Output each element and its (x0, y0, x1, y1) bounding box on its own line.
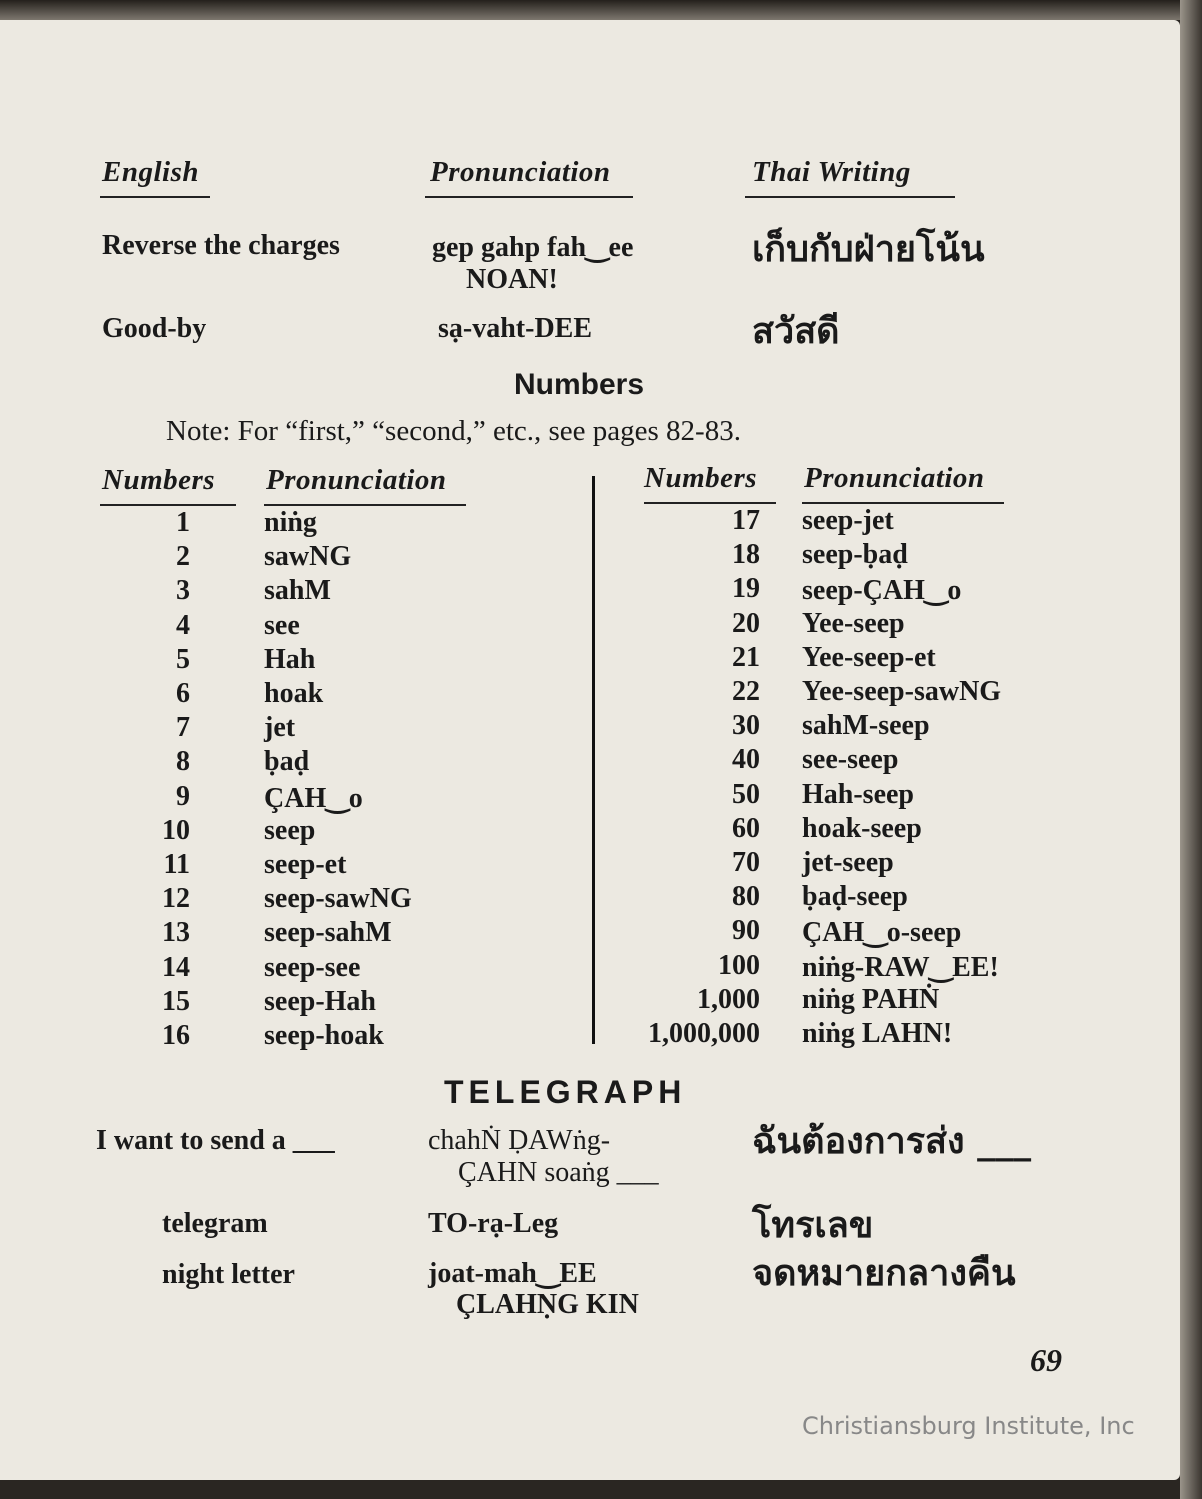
phrase-english: Good-by (102, 313, 207, 344)
number-pronunciation: sahM-seep (802, 710, 930, 742)
telegraph-thai: โทรเลข (752, 1205, 874, 1246)
left-header-pron-underline (264, 504, 466, 506)
column-divider (592, 476, 595, 1044)
number-pronunciation: sahM (264, 575, 331, 607)
number-pronunciation: niṅg PAHṄ (802, 983, 940, 1015)
number-value: 9 (176, 780, 190, 812)
telegraph-pronunciation-cont: ÇAHN soaṅg ___ (458, 1157, 659, 1188)
phrase-pronunciation-cont: NOAN! (466, 264, 558, 295)
number-value: 22 (732, 676, 760, 707)
number-pronunciation: Hah (264, 643, 316, 675)
header-english-underline (100, 196, 210, 198)
number-pronunciation: seep-Hah (264, 985, 376, 1017)
number-value: 1,000,000 (648, 1018, 760, 1049)
phrase-pronunciation: gep gahp fah‿ee (432, 232, 634, 263)
right-header-pron-underline (802, 502, 1004, 504)
telegraph-thai: ฉันต้องการส่ง ___ (752, 1121, 1032, 1162)
number-pronunciation: hoak (264, 678, 324, 709)
number-value: 21 (732, 641, 760, 673)
number-value: 16 (162, 1020, 190, 1051)
number-value: 5 (176, 643, 190, 675)
header-english: English (102, 156, 199, 188)
header-thai: Thai Writing (752, 156, 911, 188)
number-value: 10 (162, 814, 190, 846)
number-pronunciation: jet-seep (802, 847, 894, 878)
number-pronunciation: seep-sawNG (264, 883, 412, 915)
phrase-pronunciation: sạ-vaht-DEE (438, 313, 593, 344)
number-value: 50 (732, 778, 760, 810)
number-value: 2 (176, 541, 190, 573)
number-value: 1 (176, 507, 190, 538)
number-pronunciation: niṅg-RAW‿EE! (802, 951, 999, 983)
number-value: 6 (176, 678, 190, 709)
header-thai-underline (745, 196, 955, 198)
telegraph-pronunciation: TO-rạ-Leg (428, 1208, 559, 1239)
number-value: 80 (732, 881, 760, 913)
number-value: 4 (176, 609, 190, 641)
number-pronunciation: see (264, 609, 300, 641)
left-header-numbers-underline (100, 504, 236, 506)
number-pronunciation: sawNG (264, 541, 352, 573)
telegraph-english: I want to send a ___ (96, 1125, 335, 1156)
number-pronunciation: Yee-seep-sawNG (802, 676, 1002, 707)
number-pronunciation: ÇAH‿o-seep (802, 917, 962, 949)
telegraph-pronunciation: joat-mah‿EE (428, 1258, 597, 1289)
telegraph-english: telegram (162, 1208, 268, 1239)
left-header-pron: Pronunciation (266, 464, 447, 496)
number-pronunciation: see-seep (802, 744, 899, 776)
right-header-numbers: Numbers (644, 462, 758, 494)
right-header-pron: Pronunciation (804, 462, 985, 494)
right-header-numbers-underline (644, 502, 776, 504)
number-pronunciation: seep-see (264, 951, 361, 983)
number-value: 100 (718, 949, 760, 981)
number-pronunciation: seep-ÇAH‿o (802, 575, 962, 607)
phrase-english: Reverse the charges (102, 230, 340, 261)
number-pronunciation: niṅg LAHN! (802, 1018, 953, 1049)
phrase-thai: เก็บกับฝ่ายโน้น (752, 229, 985, 270)
telegraph-english: night letter (162, 1259, 295, 1290)
number-pronunciation: Yee-seep-et (802, 641, 936, 673)
number-pronunciation: jet (264, 712, 296, 744)
number-pronunciation: seep (264, 814, 316, 846)
number-value: 18 (732, 539, 760, 571)
numbers-note: Note: For “first,” “second,” etc., see pages 82-83. (166, 415, 741, 447)
number-value: 60 (732, 812, 760, 844)
number-value: 3 (176, 575, 190, 607)
number-pronunciation: ḅaḍ-seep (802, 881, 908, 913)
number-value: 1,000 (697, 983, 760, 1015)
page-number: 69 (1030, 1342, 1062, 1378)
number-pronunciation: hoak-seep (802, 812, 922, 844)
telegraph-pronunciation-cont: ÇLAHṆG KIN (456, 1289, 639, 1320)
number-pronunciation: seep-ḅaḍ (802, 539, 908, 571)
number-value: 13 (162, 917, 190, 949)
number-value: 20 (732, 607, 760, 639)
number-value: 7 (176, 712, 190, 744)
number-value: 19 (732, 573, 760, 605)
number-value: 90 (732, 915, 760, 947)
number-pronunciation: seep-sahM (264, 917, 392, 949)
number-pronunciation: Hah-seep (802, 778, 914, 810)
left-header-numbers: Numbers (102, 464, 216, 496)
number-pronunciation: ÇAH‿o (264, 782, 363, 814)
number-value: 17 (732, 505, 760, 536)
number-value: 30 (732, 710, 760, 742)
number-pronunciation: ḅaḍ (264, 746, 310, 778)
page-top-edge (0, 0, 1202, 20)
header-pronunciation: Pronunciation (430, 156, 611, 188)
number-value: 15 (162, 985, 190, 1017)
telegraph-thai: จดหมายกลางคืน (752, 1253, 1016, 1294)
number-pronunciation: niṅg (264, 507, 317, 538)
number-value: 12 (162, 883, 190, 915)
number-value: 11 (163, 849, 190, 880)
watermark: Christiansburg Institute, Inc (802, 1412, 1135, 1440)
section-title-telegraph: TELEGRAPH (444, 1074, 687, 1110)
page-right-edge (1180, 0, 1202, 1499)
number-value: 14 (162, 951, 190, 983)
section-title-numbers: Numbers (514, 368, 645, 401)
number-value: 8 (176, 746, 190, 778)
telegraph-pronunciation: chahṄ ḌAWṅg- (428, 1125, 611, 1156)
number-value: 40 (732, 744, 760, 776)
header-pronunciation-underline (425, 196, 633, 198)
number-value: 70 (732, 847, 760, 878)
number-pronunciation: seep-jet (802, 505, 894, 536)
number-pronunciation: Yee-seep (802, 607, 905, 639)
number-pronunciation: seep-hoak (264, 1020, 384, 1051)
number-pronunciation: seep-et (264, 849, 347, 880)
phrase-thai: สวัสดี (752, 311, 840, 352)
